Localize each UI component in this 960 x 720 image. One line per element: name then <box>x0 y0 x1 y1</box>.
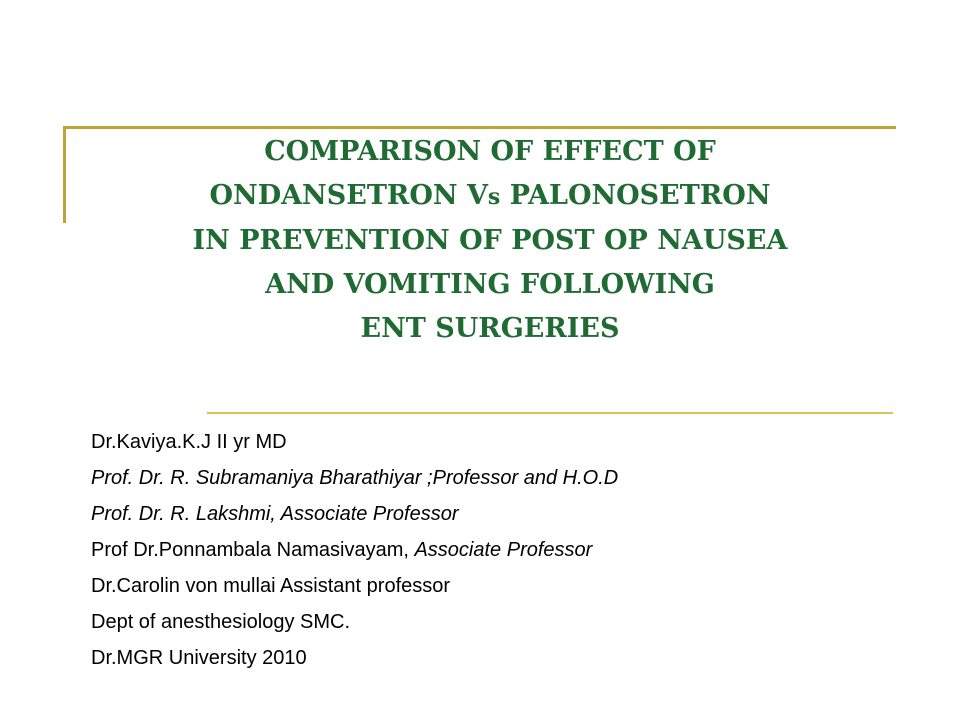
title-line-2-part-b: s <box>487 184 501 210</box>
title-line-2 <box>60 174 920 219</box>
author-line-4-name: Prof Dr.Ponnambala Namasivayam, <box>91 539 415 561</box>
author-line-4 <box>91 532 931 568</box>
title-line-1: COMPARISON OF EFFECT OF <box>264 136 716 167</box>
top-divider-rule <box>66 126 896 129</box>
title-line-2-part-a: ONDANSETRON V <box>209 180 488 211</box>
author-line-1: Dr.Kaviya.K.J II yr MD <box>91 431 287 453</box>
title-line-3: IN PREVENTION OF POST OP NAUSEA <box>192 225 788 256</box>
title-line-5: ENT SURGERIES <box>360 313 620 344</box>
author-line-5: Dr.Carolin von mullai Assistant professor <box>91 575 451 597</box>
author-line-4-role: Associate Professor <box>414 539 593 561</box>
title-line-4: AND VOMITING FOLLOWING <box>265 269 715 300</box>
author-line-6: Dept of anesthesiology SMC. <box>91 611 351 633</box>
author-line-7: Dr.MGR University 2010 <box>91 647 307 669</box>
bottom-divider-rule <box>207 412 893 414</box>
author-line-3: Prof. Dr. R. Lakshmi, Associate Professor <box>91 503 459 525</box>
author-list <box>91 424 931 676</box>
author-line-2: Prof. Dr. R. Subramaniya Bharathiyar ;Professor and H.O.D <box>91 467 619 489</box>
slide-title <box>60 130 920 351</box>
title-line-2-part-c: PALONOSETRON <box>500 180 771 211</box>
